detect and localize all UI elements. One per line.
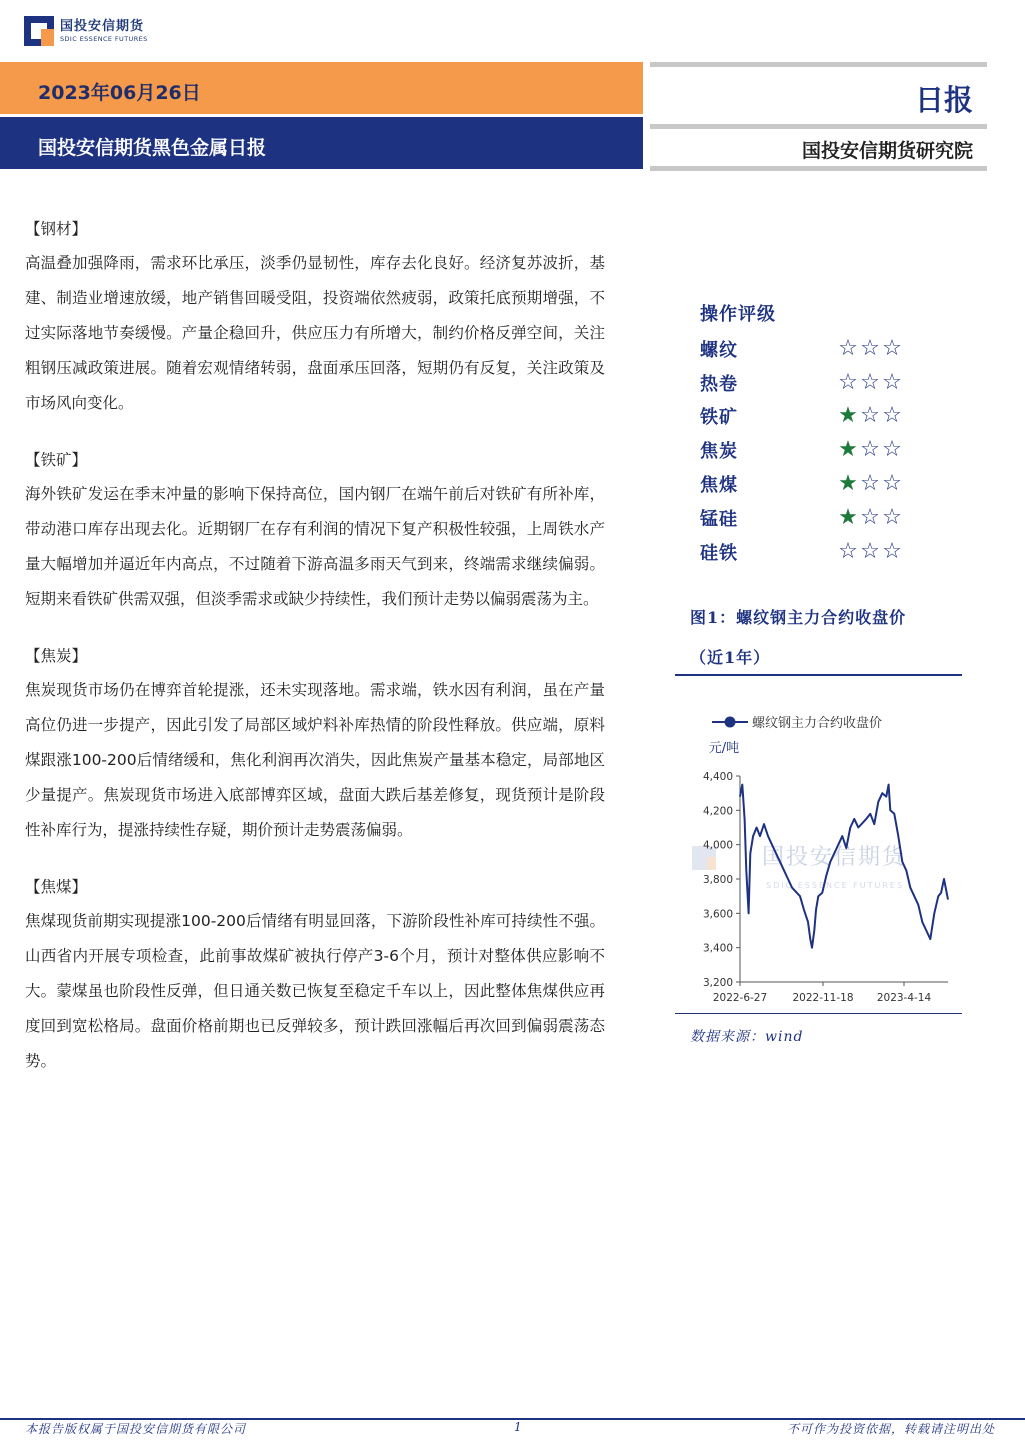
empty-star-icon: ☆ <box>838 335 858 361</box>
empty-star-icon: ☆ <box>860 403 880 429</box>
data-source: 数据来源：wind <box>690 1029 804 1045</box>
section-title: 【钢材】 <box>25 220 88 238</box>
x-tick-label: 2022-11-18 <box>792 992 854 1004</box>
section-body: 焦煤现货前期实现提涨100-200后情绪有明显回落，下游阶段性补库可持续性不强。山西省内开展专项检查，此前事故煤矿被执行停产3-6个月，预计对整体供应影响不大。蒙煤虽也阶段性反弹，但日通关数已恢复至稳定千车以上，因此整体焦煤供应再度回到宽松格局。盘面价格前期也已反弹较多，预计跌回涨幅后再次回到偏弱震荡态势。 <box>25 912 605 1070</box>
rating-stars <box>837 335 903 361</box>
watermark-subtext: SDIC ESSENCE FUTURES <box>766 881 905 890</box>
watermark-logo-accent <box>707 857 716 870</box>
section-body: 海外铁矿发运在季末冲量的影响下保持高位，国内钢厂在端午前后对铁矿有所补库，带动港口库存出现去化。近期钢厂在存有利润的情况下复产积极性较强，上周铁水产量大幅增加并逼近年内高点，不过随着下游高温多雨天气到来，终端需求继续偏弱。短期来看铁矿供需双强，但淡季需求或缺少持续性，我们预计走势以偏弱震荡为主。 <box>25 485 605 608</box>
empty-star-icon: ☆ <box>838 538 858 564</box>
empty-star-icon: ☆ <box>860 335 880 361</box>
logo-text-en: SDIC ESSENCE FUTURES <box>60 34 148 43</box>
empty-star-icon: ☆ <box>882 437 902 463</box>
empty-star-icon: ☆ <box>860 369 880 395</box>
x-tick-label: 2022-6-27 <box>712 992 768 1004</box>
price-chart <box>678 700 960 1012</box>
institute-name: 国投安信期货研究院 <box>801 140 973 162</box>
section-coking-coal <box>25 870 605 1079</box>
filled-star-icon: ★ <box>838 504 858 530</box>
rating-product-name: 焦煤 <box>700 475 738 497</box>
y-axis-unit: 元/吨 <box>708 741 740 756</box>
rating-stars <box>837 439 903 461</box>
rating-row <box>700 501 930 535</box>
y-tick-label: 3,200 <box>702 977 733 989</box>
y-tick-label: 3,800 <box>702 874 733 886</box>
rating-row <box>700 400 930 434</box>
rating-table <box>700 298 930 569</box>
logo-icon <box>24 16 54 46</box>
rating-product-name: 硅铁 <box>700 542 738 564</box>
filled-star-icon: ★ <box>838 437 858 463</box>
report-date: 2023年06月26日 <box>38 82 201 104</box>
rating-product-name: 锰硅 <box>700 508 738 530</box>
empty-star-icon: ☆ <box>860 437 880 463</box>
section-iron-ore <box>25 443 605 617</box>
filled-star-icon: ★ <box>838 471 858 497</box>
section-title: 【焦煤】 <box>25 878 88 896</box>
section-title: 【铁矿】 <box>25 451 88 469</box>
empty-star-icon: ☆ <box>882 504 902 530</box>
figure-rule-top <box>675 674 962 676</box>
watermark-text: 国投安信期货 <box>762 845 907 870</box>
empty-star-icon: ☆ <box>860 504 880 530</box>
section-coke <box>25 639 605 848</box>
empty-star-icon: ☆ <box>882 403 902 429</box>
empty-star-icon: ☆ <box>860 538 880 564</box>
empty-star-icon: ☆ <box>838 369 858 395</box>
rating-product-name: 热卷 <box>700 373 738 395</box>
rating-product-name: 铁矿 <box>700 407 738 429</box>
rating-row <box>700 332 930 366</box>
company-logo <box>24 16 148 46</box>
rating-stars <box>837 405 903 427</box>
figure-title <box>690 598 960 678</box>
section-body: 焦炭现货市场仍在博弈首轮提涨，还未实现落地。需求端，铁水因有利润，虽在产量高位仍进一步提产，因此引发了局部区域炉料补库热情的阶段性释放。供应端，原料煤跟涨100-200后情绪缓和，焦化利润再次消失，因此焦炭产量基本稳定，局部地区少量提产。焦炭现货市场进入底部博弈区域，盘面大跌后基差修复，现货预计是阶段性补库行为，提涨持续性存疑，期价预计走势震荡偏弱。 <box>25 681 605 839</box>
report-title: 国投安信期货黑色金属日报 <box>38 137 267 159</box>
header-divider-top <box>650 62 987 67</box>
rating-row <box>700 366 930 400</box>
legend-label: 螺纹钢主力合约收盘价 <box>752 716 883 731</box>
legend-marker-icon <box>725 717 736 728</box>
figure-rule-bottom <box>675 1013 962 1014</box>
footer-disclaimer: 不可作为投资依据，转载请注明出处 <box>786 1422 995 1436</box>
header-divider-middle <box>650 124 987 129</box>
y-tick-label: 3,600 <box>702 908 733 921</box>
rating-stars <box>837 538 903 564</box>
section-body: 高温叠加强降雨，需求环比承压，淡季仍显韧性，库存去化良好。经济复苏波折，基建、制造业增速放缓，地产销售回暖受阻，投资端依然疲弱，政策托底预期增强，不过实际落地节奏缓慢。产量企稳回升，供应压力有所增大，制约价格反弹空间，关注粗钢压减政策进展。随着宏观情绪转弱，盘面承压回落，短期仍有反复，关注政策及市场风向变化。 <box>25 254 605 412</box>
empty-star-icon: ☆ <box>860 471 880 497</box>
chart-svg <box>678 700 960 1012</box>
rating-stars <box>837 369 903 395</box>
rating-row <box>700 467 930 501</box>
figure-title-line2: （近1年） <box>690 648 771 667</box>
header-divider-bottom <box>650 166 987 171</box>
empty-star-icon: ☆ <box>882 335 902 361</box>
logo-text-cn: 国投安信期货 <box>60 18 145 34</box>
figure-title-line1: 图1：螺纹钢主力合约收盘价 <box>690 608 907 627</box>
filled-star-icon: ★ <box>838 403 858 429</box>
rating-stars <box>837 473 903 495</box>
rating-row <box>700 433 930 467</box>
empty-star-icon: ☆ <box>882 538 902 564</box>
section-steel <box>25 212 605 421</box>
y-tick-label: 4,400 <box>702 771 733 783</box>
empty-star-icon: ☆ <box>882 369 902 395</box>
footer-copyright: 本报告版权属于国投安信期货有限公司 <box>25 1422 247 1436</box>
empty-star-icon: ☆ <box>882 471 902 497</box>
y-tick-label: 3,400 <box>702 942 733 955</box>
rating-product-name: 焦炭 <box>700 441 738 463</box>
rating-row <box>700 535 930 569</box>
rating-product-name: 螺纹 <box>700 339 738 361</box>
main-content <box>25 212 605 1101</box>
section-title: 【焦炭】 <box>25 647 88 665</box>
rating-title: 操作评级 <box>700 304 776 325</box>
y-tick-label: 4,200 <box>702 805 733 818</box>
rating-stars <box>837 504 903 530</box>
report-type: 日报 <box>914 83 973 117</box>
x-tick-label: 2023-4-14 <box>876 992 932 1004</box>
y-tick-label: 4,000 <box>702 839 733 852</box>
page-number: 1 <box>514 1420 523 1434</box>
